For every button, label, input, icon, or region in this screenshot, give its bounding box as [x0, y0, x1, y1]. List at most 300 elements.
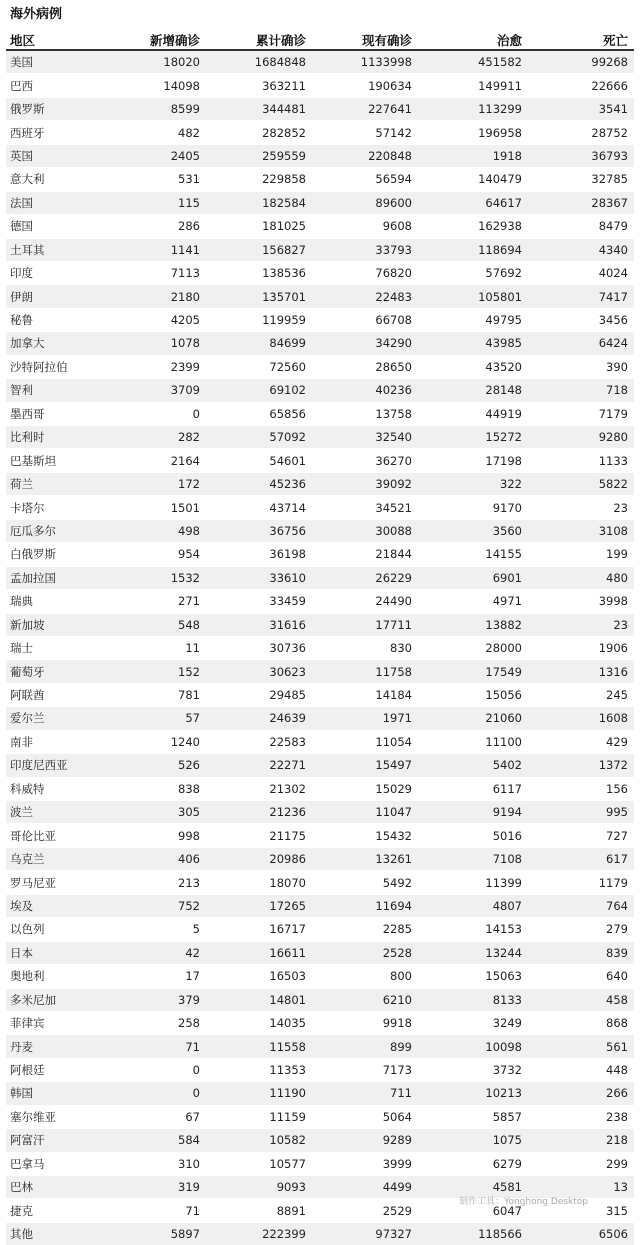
table-row: [6, 1152, 634, 1175]
cell-new-confirmed: 5: [106, 918, 206, 941]
cell-deaths: 99268: [528, 50, 634, 74]
cell-recovered: 14155: [418, 543, 528, 566]
cell-deaths: 23: [528, 496, 634, 519]
cell-total-confirmed: 31616: [206, 613, 312, 636]
cell-active-confirmed: 14184: [312, 683, 418, 706]
cell-recovered: 57692: [418, 261, 528, 284]
cell-region: 罗马尼亚: [6, 871, 106, 894]
cell-deaths: 299: [528, 1152, 634, 1175]
cell-recovered: 28000: [418, 636, 528, 659]
cell-deaths: 199: [528, 543, 634, 566]
cell-new-confirmed: 1501: [106, 496, 206, 519]
cell-region: 卡塔尔: [6, 496, 106, 519]
cell-deaths: 727: [528, 824, 634, 847]
cell-active-confirmed: 28650: [312, 355, 418, 378]
cell-total-confirmed: 84699: [206, 332, 312, 355]
cell-new-confirmed: 5897: [106, 1222, 206, 1245]
cell-active-confirmed: 17711: [312, 613, 418, 636]
table-row: [6, 683, 634, 706]
table-row: [6, 777, 634, 800]
cell-active-confirmed: 76820: [312, 261, 418, 284]
cell-deaths: 3541: [528, 97, 634, 120]
table-row: [6, 824, 634, 847]
cell-deaths: 640: [528, 965, 634, 988]
cell-recovered: 14153: [418, 918, 528, 941]
cell-deaths: 3998: [528, 590, 634, 613]
table-row: [6, 285, 634, 308]
cell-new-confirmed: 1240: [106, 730, 206, 753]
cell-recovered: 3249: [418, 1011, 528, 1034]
cell-region: 沙特阿拉伯: [6, 355, 106, 378]
cell-deaths: 315: [528, 1199, 634, 1222]
cell-total-confirmed: 363211: [206, 74, 312, 97]
cell-active-confirmed: 34290: [312, 332, 418, 355]
cell-deaths: 32785: [528, 168, 634, 191]
cell-active-confirmed: 2529: [312, 1199, 418, 1222]
cell-total-confirmed: 22271: [206, 754, 312, 777]
cell-region: 孟加拉国: [6, 566, 106, 589]
cell-recovered: 21060: [418, 707, 528, 730]
cell-total-confirmed: 21302: [206, 777, 312, 800]
cell-active-confirmed: 24490: [312, 590, 418, 613]
cell-new-confirmed: 526: [106, 754, 206, 777]
table-row: [6, 426, 634, 449]
cell-new-confirmed: 271: [106, 590, 206, 613]
cell-recovered: 8133: [418, 988, 528, 1011]
cell-new-confirmed: 286: [106, 215, 206, 238]
cell-region: 智利: [6, 379, 106, 402]
cell-total-confirmed: 21175: [206, 824, 312, 847]
cell-new-confirmed: 1078: [106, 332, 206, 355]
cell-active-confirmed: 15497: [312, 754, 418, 777]
cell-new-confirmed: 1141: [106, 238, 206, 261]
cell-active-confirmed: 899: [312, 1035, 418, 1058]
cell-new-confirmed: 3709: [106, 379, 206, 402]
cell-new-confirmed: 781: [106, 683, 206, 706]
cell-recovered: 64617: [418, 191, 528, 214]
cell-deaths: 868: [528, 1011, 634, 1034]
cell-region: 韩国: [6, 1082, 106, 1105]
table-row: [6, 988, 634, 1011]
cell-active-confirmed: 5064: [312, 1105, 418, 1128]
cell-deaths: 480: [528, 566, 634, 589]
table-row: [6, 472, 634, 495]
cell-recovered: 3732: [418, 1058, 528, 1081]
cell-deaths: 1906: [528, 636, 634, 659]
cell-region: 印度: [6, 261, 106, 284]
cell-deaths: 28367: [528, 191, 634, 214]
cell-total-confirmed: 16503: [206, 965, 312, 988]
cell-new-confirmed: 2164: [106, 449, 206, 472]
table-row: [6, 707, 634, 730]
cell-new-confirmed: 0: [106, 402, 206, 425]
table-row: [6, 754, 634, 777]
cell-region: 意大利: [6, 168, 106, 191]
cell-region: 塞尔维亚: [6, 1105, 106, 1128]
cell-recovered: 1075: [418, 1129, 528, 1152]
cell-region: 比利时: [6, 426, 106, 449]
cell-new-confirmed: 838: [106, 777, 206, 800]
table-row: [6, 918, 634, 941]
cell-active-confirmed: 11758: [312, 660, 418, 683]
table-row: [6, 1105, 634, 1128]
cell-active-confirmed: 21844: [312, 543, 418, 566]
table-row: [6, 50, 634, 74]
cell-new-confirmed: 2180: [106, 285, 206, 308]
cell-total-confirmed: 10582: [206, 1129, 312, 1152]
table-row: [6, 660, 634, 683]
cell-new-confirmed: 548: [106, 613, 206, 636]
cell-total-confirmed: 72560: [206, 355, 312, 378]
cell-active-confirmed: 1971: [312, 707, 418, 730]
cell-active-confirmed: 66708: [312, 308, 418, 331]
cell-recovered: 28148: [418, 379, 528, 402]
table-row: [6, 261, 634, 284]
cases-panel: [6, 0, 634, 1245]
cell-total-confirmed: 119959: [206, 308, 312, 331]
cell-new-confirmed: 498: [106, 519, 206, 542]
cell-active-confirmed: 2285: [312, 918, 418, 941]
cell-deaths: 266: [528, 1082, 634, 1105]
cell-active-confirmed: 6210: [312, 988, 418, 1011]
cell-region: 厄瓜多尔: [6, 519, 106, 542]
cell-deaths: 4024: [528, 261, 634, 284]
cell-active-confirmed: 11054: [312, 730, 418, 753]
footer-credit: 制作工具：Yonghong Desktop: [459, 1197, 588, 1207]
cell-active-confirmed: 3999: [312, 1152, 418, 1175]
cell-deaths: 458: [528, 988, 634, 1011]
table-body: [6, 50, 634, 1245]
cell-region: 捷克: [6, 1199, 106, 1222]
cell-recovered: 5016: [418, 824, 528, 847]
cell-recovered: 140479: [418, 168, 528, 191]
cell-new-confirmed: 258: [106, 1011, 206, 1034]
cell-active-confirmed: 11694: [312, 894, 418, 917]
cell-new-confirmed: 305: [106, 801, 206, 824]
cell-active-confirmed: 227641: [312, 97, 418, 120]
cell-deaths: 218: [528, 1129, 634, 1152]
cell-active-confirmed: 830: [312, 636, 418, 659]
cell-total-confirmed: 20986: [206, 847, 312, 870]
cell-total-confirmed: 33610: [206, 566, 312, 589]
cell-recovered: 13244: [418, 941, 528, 964]
cell-region: 法国: [6, 191, 106, 214]
cell-new-confirmed: 310: [106, 1152, 206, 1175]
cell-region: 阿根廷: [6, 1058, 106, 1081]
cell-deaths: 36793: [528, 144, 634, 167]
cell-recovered: 11399: [418, 871, 528, 894]
cell-active-confirmed: 39092: [312, 472, 418, 495]
cell-active-confirmed: 190634: [312, 74, 418, 97]
table-row: [6, 168, 634, 191]
cell-total-confirmed: 65856: [206, 402, 312, 425]
cell-deaths: 8479: [528, 215, 634, 238]
cell-deaths: 429: [528, 730, 634, 753]
table-row: [6, 566, 634, 589]
cell-region: 阿联酋: [6, 683, 106, 706]
cell-deaths: 9280: [528, 426, 634, 449]
cell-active-confirmed: 56594: [312, 168, 418, 191]
cell-total-confirmed: 36198: [206, 543, 312, 566]
cell-active-confirmed: 9918: [312, 1011, 418, 1034]
cell-region: 巴拿马: [6, 1152, 106, 1175]
cell-region: 瑞典: [6, 590, 106, 613]
header-deaths: 死亡: [528, 30, 634, 50]
cell-new-confirmed: 752: [106, 894, 206, 917]
cell-recovered: 322: [418, 472, 528, 495]
cell-total-confirmed: 30623: [206, 660, 312, 683]
cell-region: 奥地利: [6, 965, 106, 988]
cell-total-confirmed: 22583: [206, 730, 312, 753]
cell-active-confirmed: 9608: [312, 215, 418, 238]
cell-new-confirmed: 8599: [106, 97, 206, 120]
cell-recovered: 17198: [418, 449, 528, 472]
cell-recovered: 118694: [418, 238, 528, 261]
cell-new-confirmed: 71: [106, 1035, 206, 1058]
cell-total-confirmed: 11159: [206, 1105, 312, 1128]
table-row: [6, 238, 634, 261]
cell-recovered: 118566: [418, 1222, 528, 1245]
cell-deaths: 1316: [528, 660, 634, 683]
cell-region: 南非: [6, 730, 106, 753]
cell-region: 荷兰: [6, 472, 106, 495]
cell-recovered: 162938: [418, 215, 528, 238]
table-row: [6, 590, 634, 613]
cell-active-confirmed: 97327: [312, 1222, 418, 1245]
cell-deaths: 448: [528, 1058, 634, 1081]
table-row: [6, 1222, 634, 1245]
cell-total-confirmed: 29485: [206, 683, 312, 706]
table-row: [6, 74, 634, 97]
cell-deaths: 839: [528, 941, 634, 964]
cell-recovered: 17549: [418, 660, 528, 683]
cell-active-confirmed: 2528: [312, 941, 418, 964]
cell-recovered: 43520: [418, 355, 528, 378]
cell-deaths: 13: [528, 1176, 634, 1199]
header-region: 地区: [6, 30, 106, 50]
cell-deaths: 995: [528, 801, 634, 824]
cell-total-confirmed: 1684848: [206, 50, 312, 74]
cell-deaths: 7179: [528, 402, 634, 425]
cell-region: 美国: [6, 50, 106, 74]
cell-region: 巴西: [6, 74, 106, 97]
cell-deaths: 617: [528, 847, 634, 870]
cell-new-confirmed: 406: [106, 847, 206, 870]
cell-total-confirmed: 24639: [206, 707, 312, 730]
cell-region: 西班牙: [6, 121, 106, 144]
table-row: [6, 1082, 634, 1105]
table-row: [6, 402, 634, 425]
cell-active-confirmed: 15029: [312, 777, 418, 800]
table-row: [6, 121, 634, 144]
cell-new-confirmed: 998: [106, 824, 206, 847]
cell-active-confirmed: 7173: [312, 1058, 418, 1081]
cell-total-confirmed: 181025: [206, 215, 312, 238]
cell-total-confirmed: 11353: [206, 1058, 312, 1081]
cell-new-confirmed: 482: [106, 121, 206, 144]
table-row: [6, 519, 634, 542]
cell-deaths: 718: [528, 379, 634, 402]
cases-table: [6, 30, 634, 1245]
cell-total-confirmed: 45236: [206, 472, 312, 495]
cell-region: 英国: [6, 144, 106, 167]
cell-new-confirmed: 1532: [106, 566, 206, 589]
table-row: [6, 1011, 634, 1034]
cell-deaths: 1372: [528, 754, 634, 777]
cell-total-confirmed: 57092: [206, 426, 312, 449]
cell-total-confirmed: 222399: [206, 1222, 312, 1245]
table-row: [6, 215, 634, 238]
cell-recovered: 113299: [418, 97, 528, 120]
table-row: [6, 496, 634, 519]
table-row: [6, 613, 634, 636]
cell-region: 爱尔兰: [6, 707, 106, 730]
cell-recovered: 105801: [418, 285, 528, 308]
cell-total-confirmed: 33459: [206, 590, 312, 613]
cell-recovered: 10213: [418, 1082, 528, 1105]
cell-deaths: 238: [528, 1105, 634, 1128]
cell-active-confirmed: 30088: [312, 519, 418, 542]
cell-total-confirmed: 8891: [206, 1199, 312, 1222]
cell-active-confirmed: 13261: [312, 847, 418, 870]
cell-active-confirmed: 711: [312, 1082, 418, 1105]
table-title: 海外病例: [10, 7, 63, 22]
cell-total-confirmed: 156827: [206, 238, 312, 261]
table-row: [6, 355, 634, 378]
cell-total-confirmed: 259559: [206, 144, 312, 167]
table-row: [6, 894, 634, 917]
cell-active-confirmed: 57142: [312, 121, 418, 144]
cell-recovered: 6117: [418, 777, 528, 800]
cell-total-confirmed: 138536: [206, 261, 312, 284]
cell-recovered: 15056: [418, 683, 528, 706]
cell-recovered: 1918: [418, 144, 528, 167]
cell-region: 波兰: [6, 801, 106, 824]
cell-region: 哥伦比亚: [6, 824, 106, 847]
cell-recovered: 4581: [418, 1176, 528, 1199]
cell-total-confirmed: 344481: [206, 97, 312, 120]
header-total-confirmed: 累计确诊: [206, 30, 312, 50]
cell-total-confirmed: 69102: [206, 379, 312, 402]
cell-deaths: 764: [528, 894, 634, 917]
cell-total-confirmed: 21236: [206, 801, 312, 824]
cell-active-confirmed: 1133998: [312, 50, 418, 74]
cell-total-confirmed: 16611: [206, 941, 312, 964]
table-row: [6, 332, 634, 355]
cell-total-confirmed: 18070: [206, 871, 312, 894]
cell-total-confirmed: 282852: [206, 121, 312, 144]
cell-region: 科威特: [6, 777, 106, 800]
cell-recovered: 49795: [418, 308, 528, 331]
cell-recovered: 13882: [418, 613, 528, 636]
cell-new-confirmed: 152: [106, 660, 206, 683]
cell-deaths: 7417: [528, 285, 634, 308]
cell-new-confirmed: 57: [106, 707, 206, 730]
table-row: [6, 636, 634, 659]
cell-recovered: 3560: [418, 519, 528, 542]
table-row: [6, 965, 634, 988]
table-row: [6, 1058, 634, 1081]
cell-recovered: 149911: [418, 74, 528, 97]
cell-total-confirmed: 182584: [206, 191, 312, 214]
cell-new-confirmed: 11: [106, 636, 206, 659]
cell-recovered: 196958: [418, 121, 528, 144]
cell-region: 乌克兰: [6, 847, 106, 870]
cell-active-confirmed: 15432: [312, 824, 418, 847]
cell-recovered: 11100: [418, 730, 528, 753]
cell-total-confirmed: 17265: [206, 894, 312, 917]
cell-active-confirmed: 32540: [312, 426, 418, 449]
cell-region: 伊朗: [6, 285, 106, 308]
cell-new-confirmed: 379: [106, 988, 206, 1011]
cell-total-confirmed: 9093: [206, 1176, 312, 1199]
cell-region: 白俄罗斯: [6, 543, 106, 566]
table-row: [6, 801, 634, 824]
cell-total-confirmed: 135701: [206, 285, 312, 308]
cell-active-confirmed: 34521: [312, 496, 418, 519]
cell-total-confirmed: 36756: [206, 519, 312, 542]
table-row: [6, 97, 634, 120]
table-row: [6, 308, 634, 331]
cell-recovered: 5857: [418, 1105, 528, 1128]
cell-recovered: 5402: [418, 754, 528, 777]
cell-region: 德国: [6, 215, 106, 238]
cell-active-confirmed: 11047: [312, 801, 418, 824]
cell-active-confirmed: 22483: [312, 285, 418, 308]
cell-recovered: 6901: [418, 566, 528, 589]
cell-region: 以色列: [6, 918, 106, 941]
cell-region: 多米尼加: [6, 988, 106, 1011]
header-recovered: 治愈: [418, 30, 528, 50]
cell-active-confirmed: 40236: [312, 379, 418, 402]
cell-total-confirmed: 10577: [206, 1152, 312, 1175]
cell-region: 埃及: [6, 894, 106, 917]
cell-region: 丹麦: [6, 1035, 106, 1058]
header-row: [6, 30, 634, 50]
cell-new-confirmed: 115: [106, 191, 206, 214]
cell-region: 土耳其: [6, 238, 106, 261]
table-row: [6, 871, 634, 894]
cell-deaths: 5822: [528, 472, 634, 495]
cell-total-confirmed: 16717: [206, 918, 312, 941]
cell-recovered: 44919: [418, 402, 528, 425]
table-row: [6, 449, 634, 472]
table-row: [6, 941, 634, 964]
cell-recovered: 10098: [418, 1035, 528, 1058]
cell-new-confirmed: 0: [106, 1082, 206, 1105]
cell-total-confirmed: 14035: [206, 1011, 312, 1034]
cell-region: 巴林: [6, 1176, 106, 1199]
cell-recovered: 15272: [418, 426, 528, 449]
cell-recovered: 9194: [418, 801, 528, 824]
table-row: [6, 144, 634, 167]
cell-total-confirmed: 229858: [206, 168, 312, 191]
cell-deaths: 23: [528, 613, 634, 636]
cell-region: 阿富汗: [6, 1129, 106, 1152]
table-row: [6, 847, 634, 870]
cell-deaths: 561: [528, 1035, 634, 1058]
cell-active-confirmed: 9289: [312, 1129, 418, 1152]
cell-new-confirmed: 2399: [106, 355, 206, 378]
cell-new-confirmed: 319: [106, 1176, 206, 1199]
cell-new-confirmed: 4205: [106, 308, 206, 331]
cell-active-confirmed: 13758: [312, 402, 418, 425]
cell-deaths: 3456: [528, 308, 634, 331]
cell-deaths: 245: [528, 683, 634, 706]
cell-new-confirmed: 67: [106, 1105, 206, 1128]
cell-new-confirmed: 282: [106, 426, 206, 449]
cell-region: 葡萄牙: [6, 660, 106, 683]
